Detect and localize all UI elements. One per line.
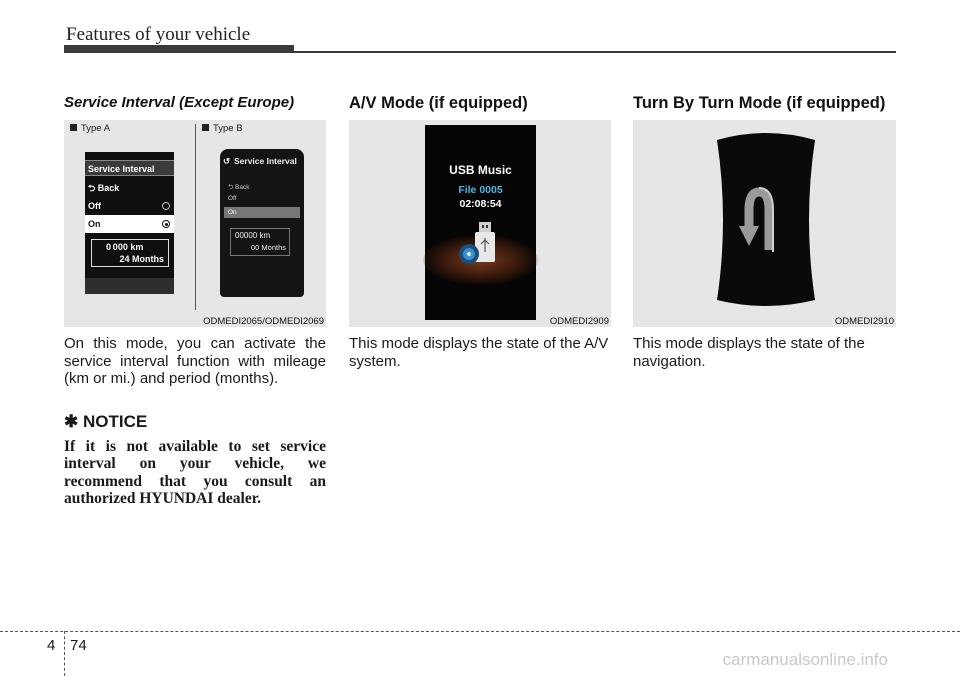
watermark: carmanualsonline.info (722, 650, 888, 669)
radio-on-icon (162, 220, 170, 228)
type-b-label (202, 123, 243, 134)
figure-av-mode (349, 120, 611, 327)
figure-turn-by-turn (633, 120, 896, 327)
chapter-number: 4 (47, 637, 56, 654)
figure-caption: ODMEDI2909 (549, 316, 609, 327)
screen-b-back-label: Back (235, 184, 250, 191)
screen-a-off-label: Off (88, 201, 101, 211)
screen-av-line2: File 0005 (458, 184, 503, 196)
screen-av-line3: 02:08:54 (459, 198, 502, 210)
notice-body: If it is not available to set service interval on your vehicle, we recommend that you consult an authorized HYUNDAI dealer. (64, 437, 326, 507)
screen-a-km: 0 000 km (106, 242, 144, 252)
screen-tbt (713, 130, 819, 310)
section-turn-by-turn (633, 90, 896, 370)
figure-caption: ODMEDI2910 (834, 316, 894, 327)
square-bullet-icon (70, 124, 77, 131)
body-text: This mode displays the state of the navigation. (633, 335, 865, 370)
figure-service-interval (64, 120, 326, 327)
screen-a-value-box (91, 239, 169, 267)
screen-b-km: 00000 km (235, 231, 271, 240)
usb-drive-icon (457, 220, 503, 270)
body-text: On this mode, you can activate the service interval function with mileage (km or mi.) and period (months). (64, 335, 326, 387)
page-number: 74 (70, 637, 87, 654)
notice-title: ✱ NOTICE (64, 411, 148, 431)
screen-a-off (85, 197, 174, 215)
header-line (64, 51, 896, 53)
screen-type-b (220, 149, 304, 297)
screen-b-value-box (230, 228, 290, 256)
screen-a-back (85, 179, 174, 197)
screen-b-months: 00 Months (250, 243, 286, 252)
screen-type-a (85, 152, 174, 294)
type-a-text: Type A (81, 123, 111, 134)
screen-av-line1: USB Music (449, 163, 512, 177)
screen-av (425, 125, 536, 320)
section-title: A/V Mode (if equipped) (349, 94, 528, 112)
screen-a-on-label: On (88, 219, 101, 229)
screen-a-back-label: Back (97, 183, 120, 193)
section-title: Service Interval (Except Europe) (64, 94, 295, 111)
figure-divider (195, 124, 196, 310)
back-arrow-icon: ⮌ (228, 184, 236, 191)
screen-b-off: Off (228, 195, 237, 202)
header-title: Features of your vehicle (66, 24, 251, 45)
screen-a-footer (85, 278, 174, 294)
screen-b-header (220, 153, 304, 169)
back-arrow-icon: ⮌ (88, 183, 98, 193)
type-b-text: Type B (213, 123, 243, 134)
screen-a-header: Service Interval (85, 160, 174, 176)
square-bullet-icon (202, 124, 209, 131)
screen-b-back (224, 183, 296, 194)
footer-separator (64, 631, 65, 676)
section-service-interval (64, 90, 326, 508)
refresh-icon: ↺ (223, 156, 231, 166)
screen-b-header-label: Service Interval (234, 156, 297, 166)
body-text: This mode displays the state of the A/V system. (349, 335, 609, 370)
screen-a-on (85, 215, 174, 233)
screen-b-on: On (224, 207, 300, 218)
section-title: Turn By Turn Mode (if equipped) (633, 94, 886, 112)
figure-caption: ODMEDI2065/ODMEDI2069 (203, 316, 324, 327)
radio-off-icon (162, 202, 170, 210)
type-a-label (70, 123, 110, 134)
screen-a-months: 24 Months (119, 254, 164, 264)
section-av-mode (349, 90, 611, 370)
footer-rule (0, 631, 960, 632)
